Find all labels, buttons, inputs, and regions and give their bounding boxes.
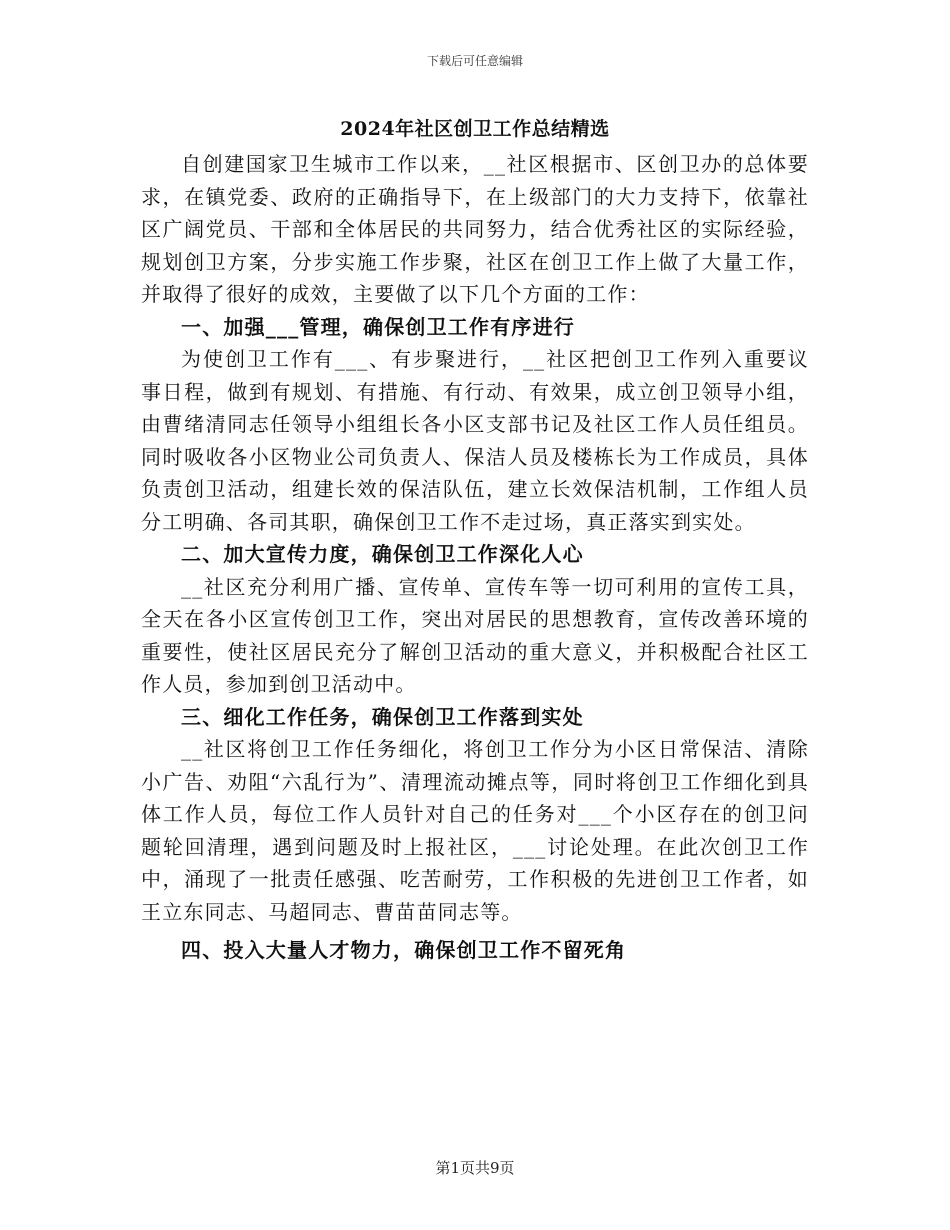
document-body [141, 148, 809, 967]
section-3-heading: 三、细化工作任务，确保创卫工作落到实处 [181, 704, 584, 729]
section-4-heading: 四、投入大量人才物力，确保创卫工作不留死角 [181, 938, 627, 962]
page-number: 第1页共9页 [435, 1159, 515, 1177]
page-header-note: 下载后可任意编辑 [426, 54, 523, 68]
section-2-body: __社区充分利用广播、宣传单、宣传车等一切可利用的宣传工具，全天在各小区宣传创卫工作，突出对居民的思想教育，宣传改善环境的重要性，使社区居民充分了解创卫活动的重大意义，并积极配合社区工作人员，参加到创卫活动中。 [141, 574, 809, 696]
section-3-body: __社区将创卫工作任务细化，将创卫工作分为小区日常保洁、清除小广告、劝阻“六乱行为”、清理流动摊点等，同时将创卫工作细化到具体工作人员，每位工作人员针对自己的任务对___个小区存在的创卫问题轮回清理，遇到问题及时上报社区，___讨论处理。在此次创卫工作中，涌现了一批责任感强、吃苦耐劳，工作积极的先进创卫工作者，如王立东同志、马超同志、曹苗苗同志等。 [141, 737, 809, 924]
section-1-heading: 一、加强___管理，确保创卫工作有序进行 [181, 314, 575, 339]
section-2-heading: 二、加大宣传力度，确保创卫工作深化人心 [181, 542, 584, 566]
intro-paragraph: 自创建国家卫生城市工作以来，__社区根据市、区创卫办的总体要求，在镇党委、政府的正确指导下，在上级部门的大力支持下，依靠社区广阔党员、干部和全体居民的共同努力，结合优秀社区的实际经验，规划创卫方案，分步实施工作步聚，社区在创卫工作上做了大量工作，并取得了很好的成效，主要做了以下几个方面的工作： [141, 152, 809, 306]
document-title: 2024年社区创卫工作总结精选 [340, 118, 610, 140]
section-1-body: 为使创卫工作有___、有步聚进行，__社区把创卫工作列入重要议事日程，做到有规划、有措施、有行动、有效果，成立创卫领导小组，由曹绪清同志任领导小组组长各小区支部书记及社区工作人员任组员。同时吸收各小区物业公司负责人、保洁人员及楼栋长为工作成员，具体负责创卫活动，组建长效的保洁队伍，建立长效保洁机制，工作组人员分工明确、各司其职，确保创卫工作不走过场，真正落实到实处。 [141, 347, 809, 534]
